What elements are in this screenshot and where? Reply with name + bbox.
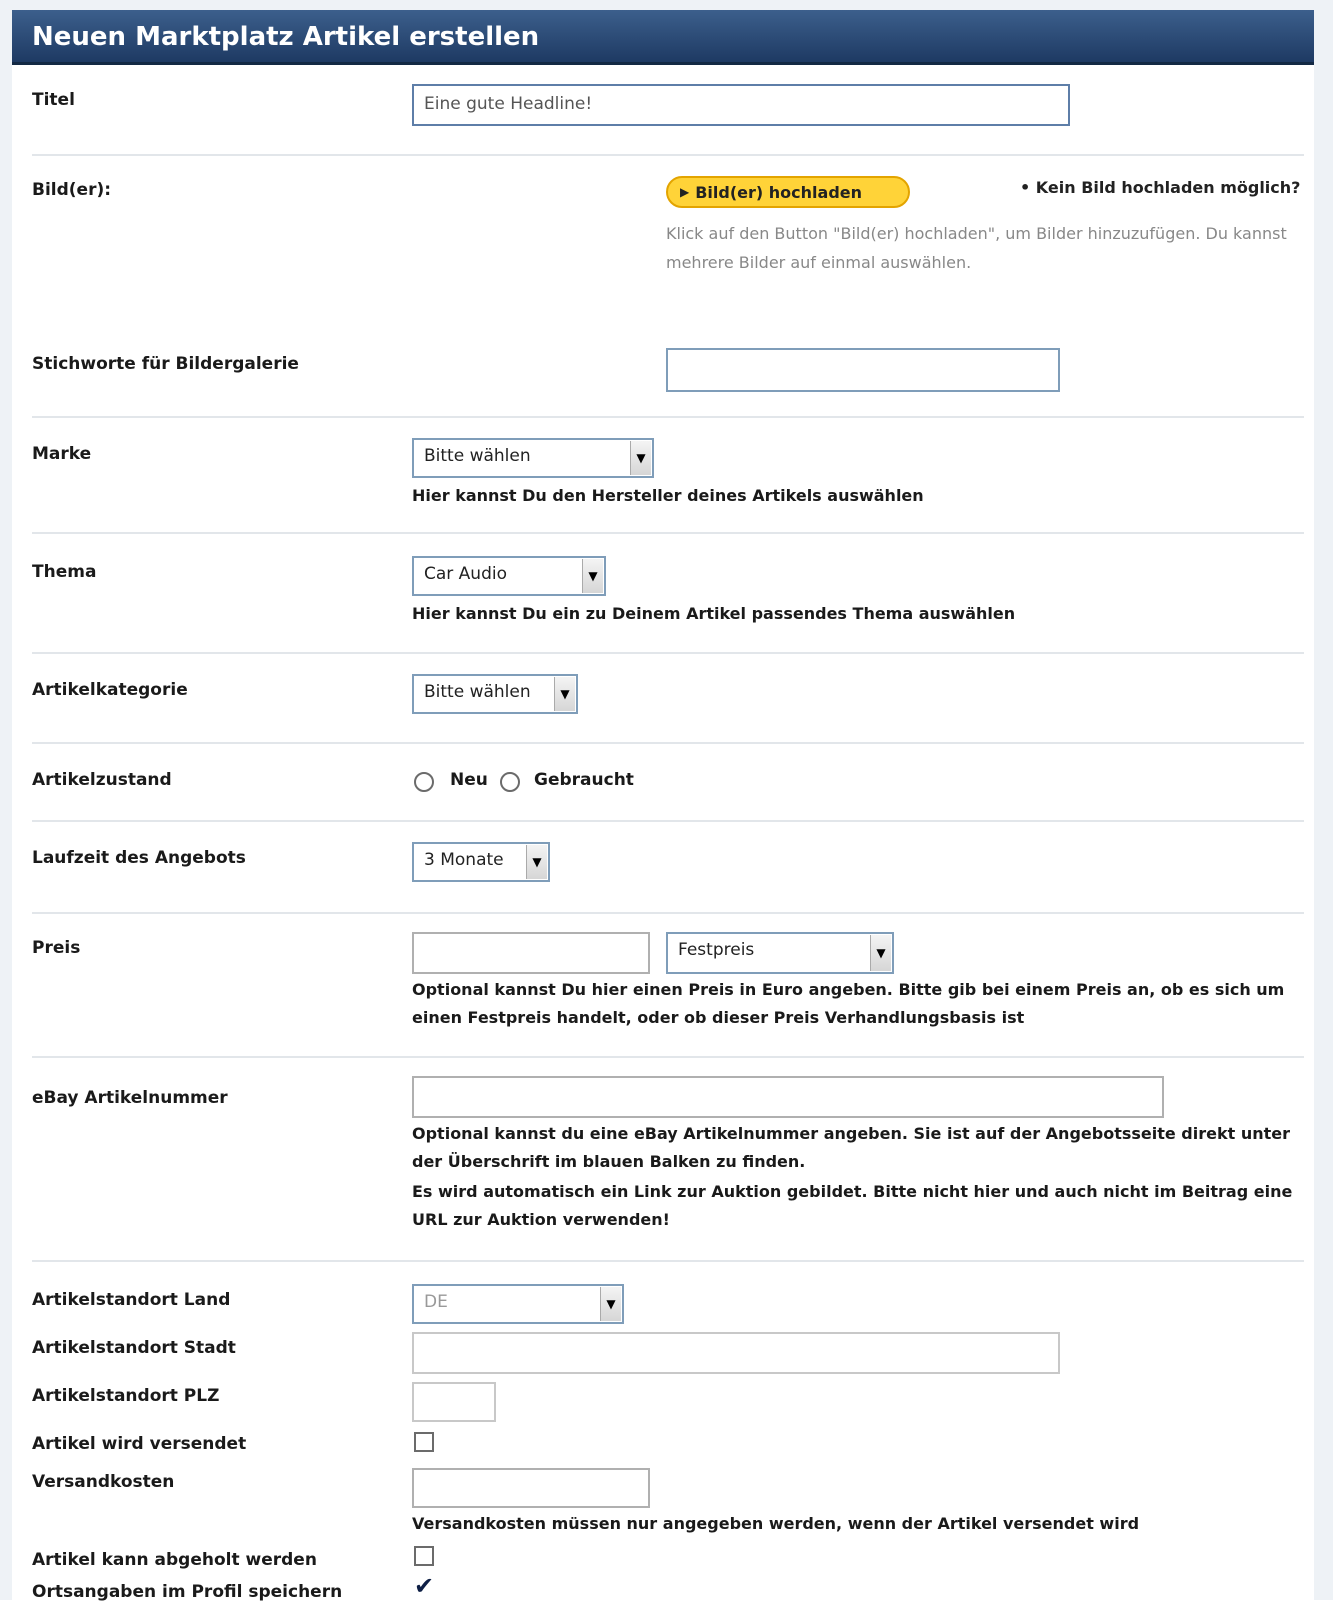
- upload-hint: Klick auf den Button "Bild(er) hochladen", um Bilder hinzuzufügen. Du kannst mehrere Bilder auf einmal auswählen.: [666, 224, 1287, 272]
- play-icon: ▶: [680, 185, 690, 199]
- images-label: Bild(er):: [32, 180, 112, 200]
- chevron-down-icon: ▼: [526, 845, 547, 879]
- price-type-select-value: Festpreis: [678, 940, 755, 960]
- divider: [32, 742, 1304, 744]
- upload-images-button[interactable]: [666, 176, 910, 208]
- brand-help: Hier kannst Du den Hersteller deines Artikels auswählen: [412, 486, 924, 505]
- theme-select-value: Car Audio: [424, 564, 507, 584]
- form-header: [12, 10, 1314, 65]
- category-select-value: Bitte wählen: [424, 682, 531, 702]
- zip-input[interactable]: [412, 1382, 496, 1422]
- chevron-down-icon: ▼: [600, 1287, 621, 1321]
- divider: [32, 652, 1304, 654]
- divider: [32, 416, 1304, 418]
- theme-select[interactable]: [412, 556, 606, 596]
- title-input[interactable]: [412, 84, 1070, 126]
- shipping-cost-input[interactable]: [412, 1468, 650, 1508]
- ebay-number-input[interactable]: [412, 1076, 1164, 1118]
- theme-label: Thema: [32, 562, 97, 582]
- gallery-keywords-label: Stichworte für Bildergalerie: [32, 354, 299, 374]
- pickup-checkbox[interactable]: [414, 1546, 434, 1566]
- divider: [32, 912, 1304, 914]
- price-type-select[interactable]: [666, 932, 894, 974]
- duration-label: Laufzeit des Angebots: [32, 848, 246, 868]
- ebay-number-label: eBay Artikelnummer: [32, 1088, 228, 1108]
- condition-used-radio[interactable]: [500, 772, 520, 792]
- city-label: Artikelstandort Stadt: [32, 1338, 236, 1358]
- no-image-help-link[interactable]: [1020, 178, 1300, 197]
- brand-select-value: Bitte wählen: [424, 446, 531, 466]
- checkmark-icon: ✔: [414, 1572, 435, 1600]
- ebay-help-1: Optional kannst du eine eBay Artikelnummer angeben. Sie ist auf der Angebotsseite direkt unter der Überschrift im blauen Balken zu finden.: [412, 1124, 1290, 1171]
- category-select[interactable]: [412, 674, 578, 714]
- upload-images-button-label: Bild(er) hochladen: [695, 182, 863, 202]
- condition-new-label: Neu: [450, 770, 488, 790]
- gallery-keywords-input[interactable]: [666, 348, 1060, 392]
- no-image-help-link-text: Kein Bild hochladen möglich?: [1035, 178, 1301, 197]
- condition-new-radio[interactable]: [414, 772, 434, 792]
- chevron-down-icon: ▼: [554, 677, 575, 711]
- city-input[interactable]: [412, 1332, 1060, 1374]
- shipping-checkbox[interactable]: [414, 1432, 434, 1452]
- divider: [32, 532, 1304, 534]
- pickup-label: Artikel kann abgeholt werden: [32, 1550, 317, 1570]
- condition-used-label: Gebraucht: [534, 770, 634, 790]
- condition-label: Artikelzustand: [32, 770, 172, 790]
- form-title: Neuen Marktplatz Artikel erstellen: [32, 22, 540, 52]
- save-profile-label: Ortsangaben im Profil speichern: [32, 1582, 343, 1602]
- divider: [32, 154, 1304, 156]
- price-help: Optional kannst Du hier einen Preis in Euro angeben. Bitte gib bei einem Preis an, ob es sich um einen Festpreis handelt, oder ob dieser Preis Verhandlungsbasis ist: [412, 980, 1285, 1027]
- duration-select-value: 3 Monate: [424, 850, 504, 870]
- theme-help: Hier kannst Du ein zu Deinem Artikel passendes Thema auswählen: [412, 604, 1016, 623]
- price-input[interactable]: [412, 932, 650, 974]
- divider: [32, 820, 1304, 822]
- chevron-down-icon: ▼: [870, 935, 891, 971]
- category-label: Artikelkategorie: [32, 680, 188, 700]
- country-select[interactable]: [412, 1284, 624, 1324]
- shipping-cost-help: Versandkosten müssen nur angegeben werden, wenn der Artikel versendet wird: [412, 1514, 1140, 1533]
- divider: [32, 1056, 1304, 1058]
- title-input-value: Eine gute Headline!: [424, 94, 593, 114]
- bullet-icon: •: [1020, 178, 1036, 197]
- chevron-down-icon: ▼: [582, 559, 603, 593]
- chevron-down-icon: ▼: [630, 441, 651, 475]
- price-label: Preis: [32, 938, 81, 958]
- zip-label: Artikelstandort PLZ: [32, 1386, 220, 1406]
- country-label: Artikelstandort Land: [32, 1290, 231, 1310]
- save-profile-checkbox[interactable]: [414, 1572, 435, 1600]
- shipping-cost-label: Versandkosten: [32, 1472, 175, 1492]
- divider: [32, 1260, 1304, 1262]
- country-select-value: DE: [424, 1292, 448, 1312]
- duration-select[interactable]: [412, 842, 550, 882]
- brand-label: Marke: [32, 444, 92, 464]
- title-label: Titel: [32, 90, 75, 110]
- shipping-label: Artikel wird versendet: [32, 1434, 247, 1454]
- brand-select[interactable]: [412, 438, 654, 478]
- ebay-help-2: Es wird automatisch ein Link zur Auktion gebildet. Bitte nicht hier und auch nicht im Beitrag eine URL zur Auktion verwenden!: [412, 1182, 1293, 1229]
